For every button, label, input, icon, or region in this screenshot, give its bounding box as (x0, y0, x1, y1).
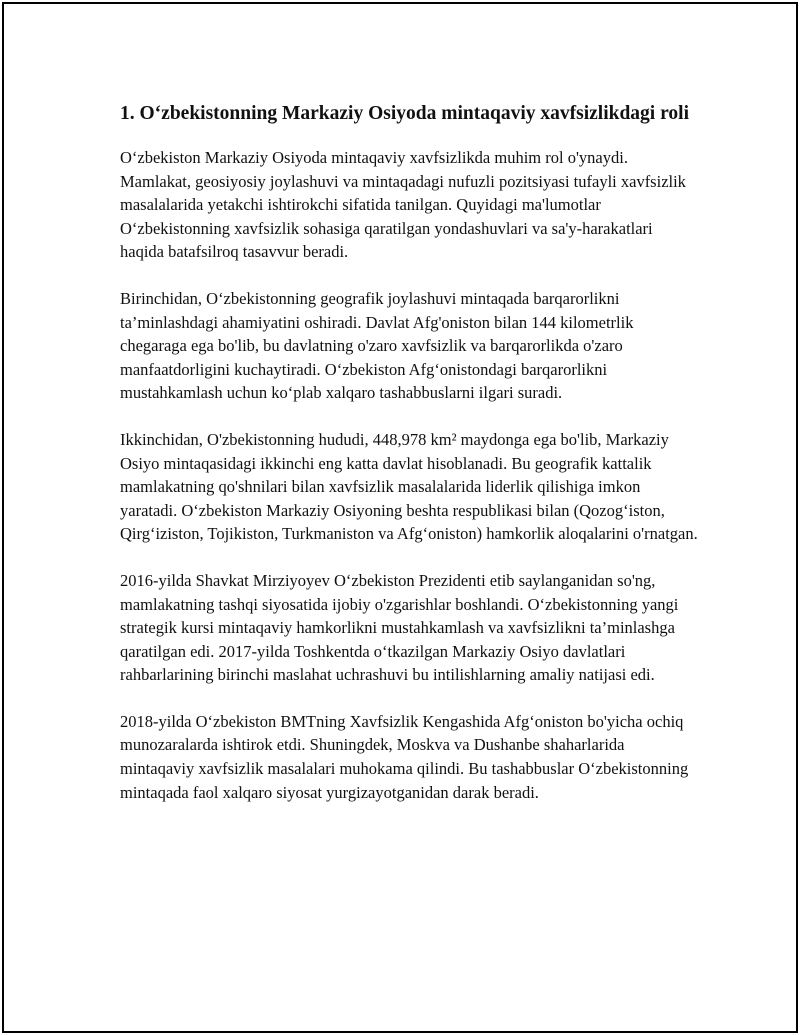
paragraph-policy-2016: 2016-yilda Shavkat Mirziyoyev O‘zbekiston Prezidenti etib saylanganidan so'ng, mamlakatning tashqi siyosatida ijobiy o'zgarishlar boshlandi. O‘zbekistonning yangi strategik kursi mintaqaviy hamkorlikni mustahkamlash va xavfsizlikni ta’minlashga qaratilgan edi. 2017-yilda Toshkentda o‘tkazilgan Markaziy Osiyo davlatlari rahbarlarining birinchi maslahat uchrashuvi bu intilishlarning amaliy natijasi edi. (120, 570, 679, 685)
paragraph-geography: Birinchidan, O‘zbekistonning geografik joylashuvi mintaqada barqarorlikni ta’minlashdagi ahamiyatini oshiradi. Davlat Afg'oniston bilan 144 kilometrlik chegaraga ega bo'lib, bu davlatning o'zaro xavfsizlik va barqarorlikda o'zaro manfaatdorligini kuchaytiradi. O‘zbekiston Afg‘onistondagi barqarorlikni mustahkamlash uchun ko‘plab xalqaro tashabbuslarni ilgari suradi. (120, 288, 634, 403)
section-heading: 1. O‘zbekistonning Markaziy Osiyoda mintaqaviy xavfsizlikdagi roli (120, 103, 689, 124)
paragraph-territory: Ikkinchidan, O'zbekistonning hududi, 448,978 km² maydonga ega bo'lib, Markaziy Osiyo mintaqasidagi ikkinchi eng katta davlat hisoblanadi. Bu geografik kattalik mamlakatning qo'shnilari bilan xavfsizlik masalalarida liderlik qilishiga imkon yaratadi. O‘zbekiston Markaziy Osiyoning beshta respublikasi bilan (Qozog‘iston, Qirg‘iziston, Tojikiston, Turkmaniston va Afg‘oniston) hamkorlik aloqalarini o'rnatgan. (120, 429, 698, 544)
paragraph-un-2018: 2018-yilda O‘zbekiston BMTning Xavfsizlik Kengashida Afg‘oniston bo'yicha ochiq munozaralarda ishtirok etdi. Shuningdek, Moskva va Dushanbe shaharlarida mintaqaviy xavfsizlik masalalari muhokama qilindi. Bu tashabbuslar O‘zbekistonning mintaqada faol xalqaro siyosat yurgizayotganidan darak beradi. (120, 711, 689, 802)
paragraph-intro: O‘zbekiston Markaziy Osiyoda mintaqaviy xavfsizlikda muhim rol o'ynaydi. Mamlakat, geosiyosiy joylashuvi va mintaqadagi nufuzli pozitsiyasi tufayli xavfsizlik masalalarida yetakchi ishtirokchi sifatida tanilgan. Quyidagi ma'lumotlar O‘zbekistonning xavfsizlik sohasiga qaratilgan yondashuvlari va sa'y-harakatlari haqida batafsilroq tasavvur beradi. (120, 148, 686, 262)
document-page (2, 2, 798, 1033)
document-content (120, 100, 700, 827)
